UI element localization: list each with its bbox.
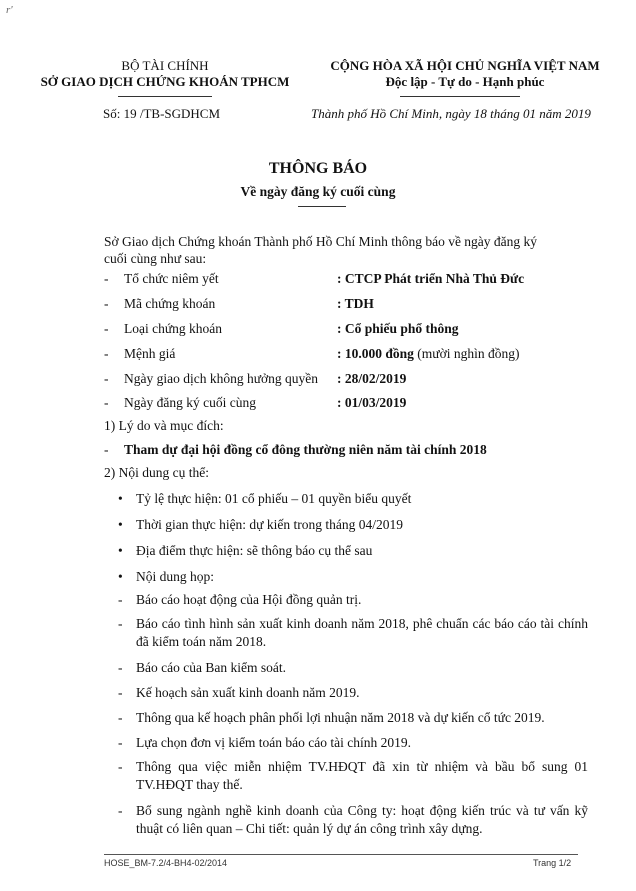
detail-value: : Cổ phiếu phổ thông [337, 321, 459, 336]
place-date: Thành phố Hồ Chí Minh, ngày 18 tháng 01 năm 2019 [311, 106, 591, 121]
detail-row-ex-rights-date [104, 371, 604, 391]
detail-row-security-type [104, 321, 604, 341]
document-title: THÔNG BÁO [268, 160, 368, 177]
agenda-dash: - [118, 803, 123, 818]
agenda-text: Bổ sung ngành nghề kinh doanh của Công ty: hoạt động kiến trúc và tư vấn kỹ thuật có liên quan – Chi tiết: quản lý dự án công trình xây dựng. [136, 803, 588, 836]
agenda-dash: - [118, 616, 123, 631]
detail-value-amount: : 10.000 đồng [337, 346, 414, 361]
agenda-item [118, 758, 588, 794]
corner-mark: r' [6, 4, 13, 16]
agenda-item [118, 615, 588, 651]
agenda-dash: - [118, 710, 123, 725]
agenda-item [118, 709, 588, 727]
detail-label: Ngày giao dịch không hưởng quyền [124, 371, 319, 386]
agenda-text: Kế hoạch sản xuất kinh doanh năm 2019. [136, 685, 360, 700]
detail-value: : 28/02/2019 [337, 371, 407, 386]
detail-value: : TDH [337, 296, 374, 311]
intro-line-1: Sở Giao dịch Chứng khoán Thành phố Hồ Chí Minh thông báo về ngày đăng ký [104, 234, 538, 249]
detail-bullet: - [104, 346, 109, 361]
detail-row-ticker [104, 296, 604, 316]
footer-form-code: HOSE_BM-7.2/4-BH4-02/2014 [104, 858, 228, 868]
purpose-bullet: - [104, 442, 109, 457]
detail-label: Loại chứng khoán [124, 321, 223, 336]
detail-bullet: - [104, 395, 109, 410]
section-1-purpose [104, 442, 604, 462]
ministry-name: BỘ TÀI CHÍNH [121, 58, 209, 73]
agenda-item [118, 734, 588, 752]
section-2-heading: 2) Nội dung cụ thể: [104, 465, 209, 480]
agenda-text: Báo cáo tình hình sản xuất kinh doanh năm 2018, phê chuẩn các báo cáo tài chính đã kiểm toán năm 2018. [136, 616, 588, 649]
agenda-item [118, 591, 588, 609]
document-number: Số: 19 /TB-SGDHCM [103, 106, 221, 121]
agenda-dash: - [118, 759, 123, 774]
bullet-symbol: • [118, 491, 123, 506]
agenda-text: Báo cáo của Ban kiểm soát. [136, 660, 286, 675]
agenda-text: Thông qua việc miễn nhiệm TV.HĐQT đã xin từ nhiệm và bầu bổ sung 01 TV.HĐQT thay thế. [136, 759, 588, 792]
agenda-item [118, 684, 588, 702]
footer-page-number: Trang 1/2 [533, 858, 572, 868]
agenda-dash: - [118, 735, 123, 750]
bullet-symbol: • [118, 517, 123, 532]
detail-value: : CTCP Phát triển Nhà Thủ Đức [337, 271, 525, 286]
detail-row-listed-org [104, 271, 604, 291]
detail-value [337, 346, 519, 362]
title-rule [298, 206, 346, 207]
detail-bullet: - [104, 296, 109, 311]
detail-bullet: - [104, 321, 109, 336]
detail-row-par-value [104, 346, 604, 366]
footer-rule [104, 854, 578, 855]
content-bullet-text: Địa điểm thực hiện: sẽ thông báo cụ thể sau [136, 543, 373, 558]
detail-value-note: (mười nghìn đồng) [413, 346, 520, 361]
agenda-text: Báo cáo hoạt động của Hội đồng quản trị. [136, 592, 362, 607]
detail-bullet: - [104, 271, 109, 286]
document-subtitle: Về ngày đăng ký cuối cùng [240, 184, 396, 199]
header-left-rule [118, 96, 212, 97]
purpose-text: Tham dự đại hội đồng cổ đông thường niên năm tài chính 2018 [124, 442, 487, 457]
agenda-dash: - [118, 685, 123, 700]
detail-label: Ngày đăng ký cuối cùng [124, 395, 256, 410]
country-name: CỘNG HÒA XÃ HỘI CHỦ NGHĨA VIỆT NAM [330, 58, 600, 73]
bullet-symbol: • [118, 569, 123, 584]
header-right-rule [400, 96, 520, 97]
detail-row-record-date [104, 395, 604, 415]
detail-label: Mệnh giá [124, 346, 176, 361]
section-1-heading: 1) Lý do và mục đích: [104, 418, 224, 433]
agenda-dash: - [118, 592, 123, 607]
bullet-symbol: • [118, 543, 123, 558]
detail-bullet: - [104, 371, 109, 386]
exchange-name: SỞ GIAO DỊCH CHỨNG KHOÁN TPHCM [40, 74, 290, 89]
content-bullet-text: Nội dung họp: [136, 569, 215, 584]
content-bullet-text: Thời gian thực hiện: dự kiến trong tháng 04/2019 [136, 517, 403, 532]
agenda-item [118, 802, 588, 838]
agenda-text: Thông qua kế hoạch phân phối lợi nhuận năm 2018 và dự kiến cổ tức 2019. [136, 710, 545, 725]
intro-line-2: cuối cùng như sau: [104, 251, 207, 266]
agenda-dash: - [118, 660, 123, 675]
content-bullet-text: Tỷ lệ thực hiện: 01 cổ phiếu – 01 quyền biểu quyết [136, 491, 412, 506]
agenda-item [118, 659, 588, 677]
agenda-text: Lựa chọn đơn vị kiểm toán báo cáo tài chính 2019. [136, 735, 412, 750]
national-motto: Độc lập - Tự do - Hạnh phúc [385, 74, 545, 89]
detail-label: Tổ chức niêm yết [124, 271, 219, 286]
detail-value: : 01/03/2019 [337, 395, 407, 410]
detail-label: Mã chứng khoán [124, 296, 216, 311]
